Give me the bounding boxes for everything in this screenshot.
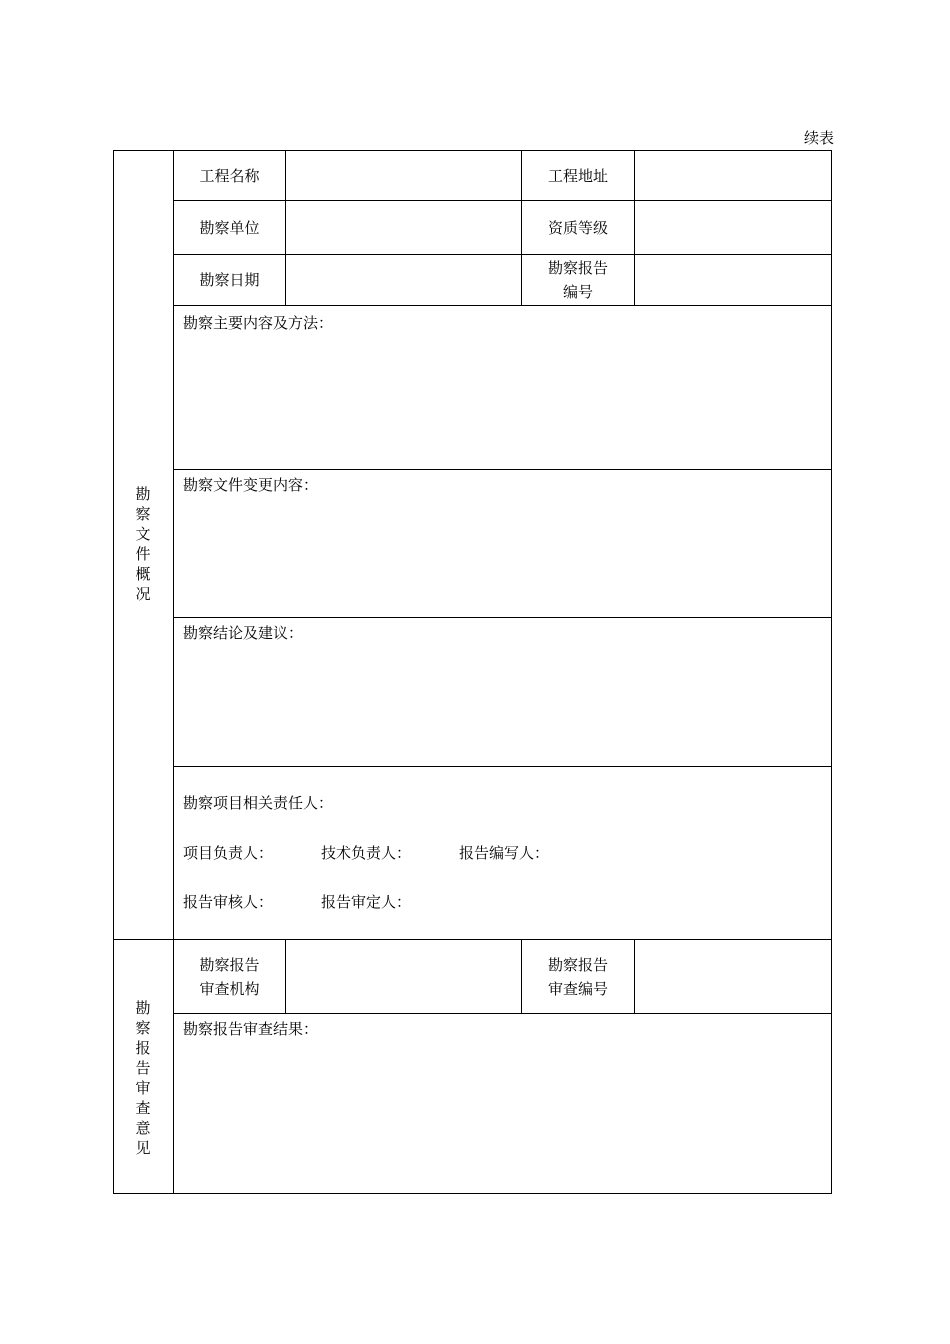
report-writer-label: 报告编写人： <box>459 844 550 862</box>
conclusion-label: 勘察结论及建议： <box>183 624 304 642</box>
label-project-name: 工程名称 <box>199 166 260 185</box>
label-review-org-line1: 勘察报告 <box>199 955 260 974</box>
qualification-grade-field[interactable] <box>635 201 831 254</box>
survey-date-field[interactable] <box>286 255 521 305</box>
label-project-address: 工程地址 <box>547 166 608 185</box>
label-report-number-line1: 勘察报告 <box>547 259 608 277</box>
survey-unit-field[interactable] <box>286 201 521 254</box>
label-review-org-line2: 审查机构 <box>199 979 260 998</box>
report-approver-label: 报告审定人： <box>321 893 412 911</box>
review-result-label: 勘察报告审查结果： <box>183 1020 319 1038</box>
change-content-label: 勘察文件变更内容： <box>183 476 319 494</box>
section-title-review-opinion: 勘察报告审查意见 <box>135 999 151 1157</box>
label-report-number <box>522 255 634 305</box>
report-reviewer-label: 报告审核人： <box>183 893 274 911</box>
project-name-field[interactable] <box>286 151 521 200</box>
project-address-field[interactable] <box>635 151 831 200</box>
review-number-field[interactable] <box>635 940 831 1013</box>
project-leader-label: 项目负责人： <box>183 844 274 862</box>
label-review-number-line2: 审查编号 <box>547 979 608 998</box>
label-review-org <box>174 940 285 1013</box>
continued-label: 续表 <box>804 129 835 147</box>
label-survey-date: 勘察日期 <box>199 271 260 289</box>
responsible-persons-heading: 勘察项目相关责任人： <box>183 794 334 812</box>
label-review-number-line1: 勘察报告 <box>547 955 608 974</box>
label-survey-unit: 勘察单位 <box>199 218 260 237</box>
report-number-field[interactable] <box>635 255 831 305</box>
technical-leader-label: 技术负责人： <box>321 844 412 862</box>
label-report-number-line2: 编号 <box>562 283 593 301</box>
section-title-survey-overview: 勘察文件概况 <box>135 485 151 603</box>
label-qualification-grade: 资质等级 <box>547 218 608 237</box>
main-content-label: 勘察主要内容及方法： <box>183 314 334 332</box>
survey-form-table <box>113 150 832 1193</box>
label-review-number <box>522 940 634 1013</box>
review-org-field[interactable] <box>286 940 521 1013</box>
